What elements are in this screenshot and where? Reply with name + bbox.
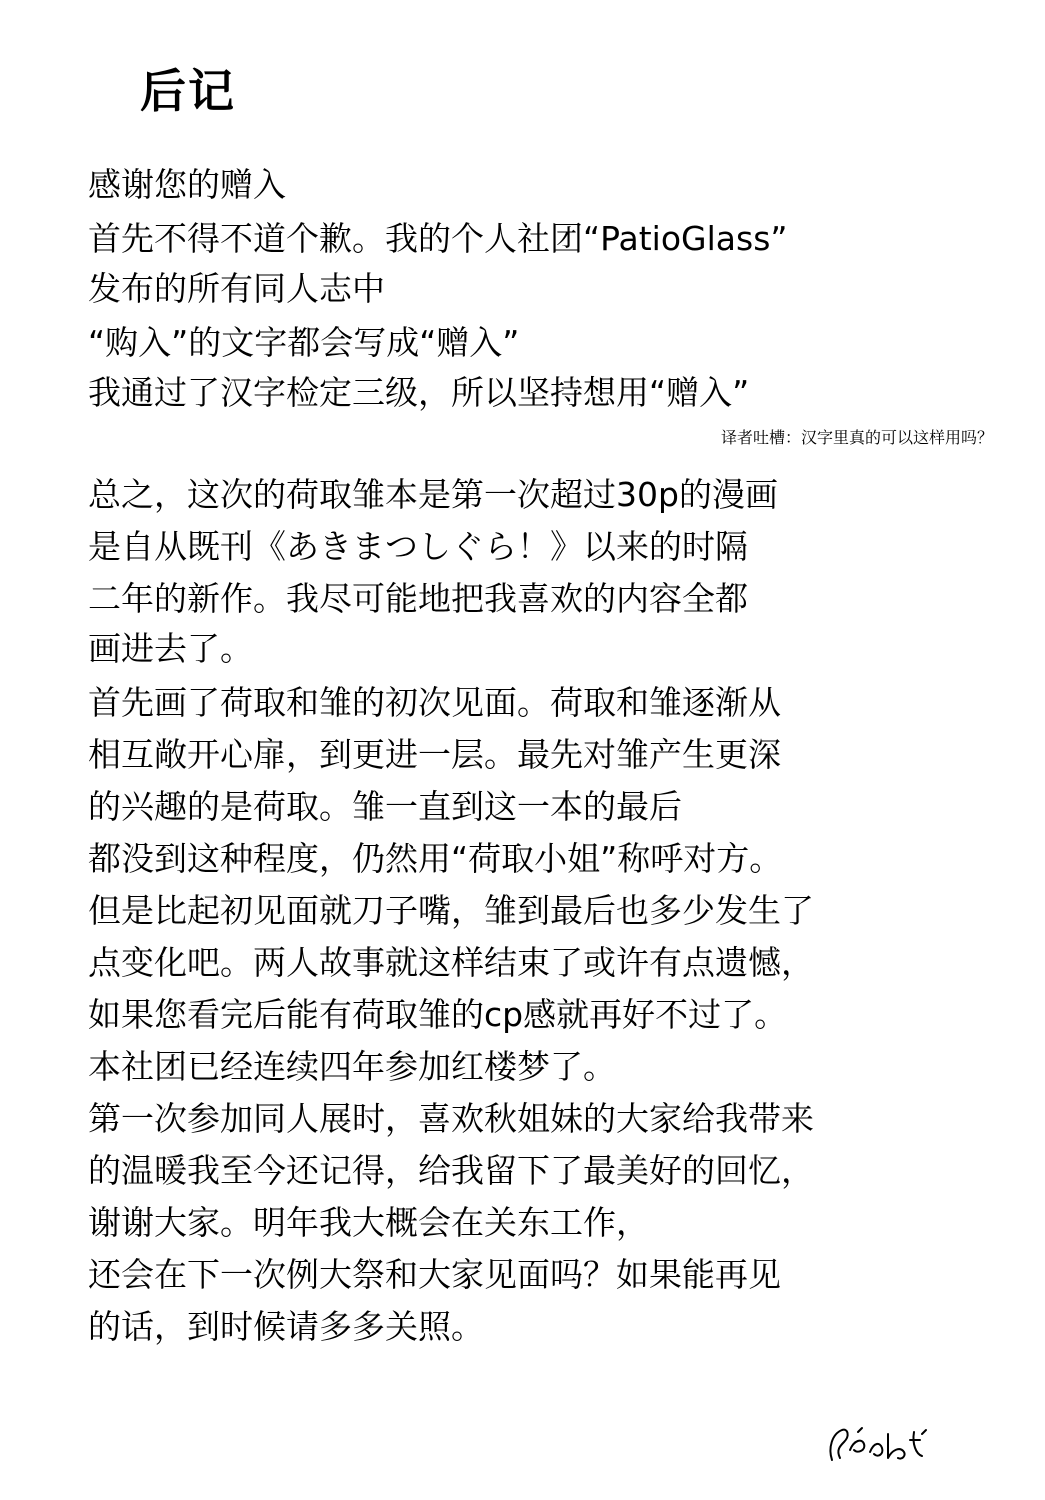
text-line: 本社团已经连续四年参加红楼梦了。 (88, 1047, 616, 1086)
text-line: 谢谢大家。明年我大概会在关东工作， (88, 1203, 649, 1242)
text-line: 我通过了汉字检定三级，所以坚持想用“赠入” (88, 373, 750, 412)
signature (822, 1420, 932, 1470)
text-line: 感谢您的赠入 (88, 165, 286, 204)
text-line: 但是比起初见面就刀子嘴，雏到最后也多少发生了 (88, 891, 814, 930)
text-line: 都没到这种程度，仍然用“荷取小姐”称呼对方。 (88, 839, 783, 878)
text-line: 第一次参加同人展时，喜欢秋姐妹的大家给我带来 (88, 1099, 814, 1138)
text-line: 二年的新作。我尽可能地把我喜欢的内容全都 (88, 579, 748, 618)
text-line: 还会在下一次例大祭和大家见面吗？如果能再见 (88, 1255, 781, 1294)
text-line: 总之，这次的荷取雏本是第一次超过30p的漫画 (88, 475, 778, 514)
page-title: 后记 (140, 64, 236, 118)
text-line: 首先画了荷取和雏的初次见面。荷取和雏逐渐从 (88, 683, 781, 722)
text-line: 发布的所有同人志中 (88, 269, 385, 308)
text-line: 的话，到时候请多多关照。 (88, 1307, 484, 1346)
text-line: 相互敞开心扉，到更进一层。最先对雏产生更深 (88, 735, 781, 774)
text-line: 首先不得不道个歉。我的个人社团“PatioGlass” (88, 219, 788, 258)
text-line: 画进去了。 (88, 629, 253, 668)
text-line: 的温暖我至今还记得，给我留下了最美好的回忆， (88, 1151, 814, 1190)
text-line: “购入”的文字都会写成“赠入” (88, 323, 520, 362)
text-line: 如果您看完后能有荷取雏的cp感就再好不过了。 (88, 995, 788, 1034)
text-line: 是自从既刊《あきまつしぐら！》以来的时隔 (88, 527, 748, 566)
text-line: 的兴趣的是荷取。雏一直到这一本的最后 (88, 787, 682, 826)
text-line: 点变化吧。两人故事就这样结束了或许有点遗憾， (88, 943, 814, 982)
translator-note: 译者吐槽：汉字里真的可以这样用吗？ (720, 428, 993, 447)
